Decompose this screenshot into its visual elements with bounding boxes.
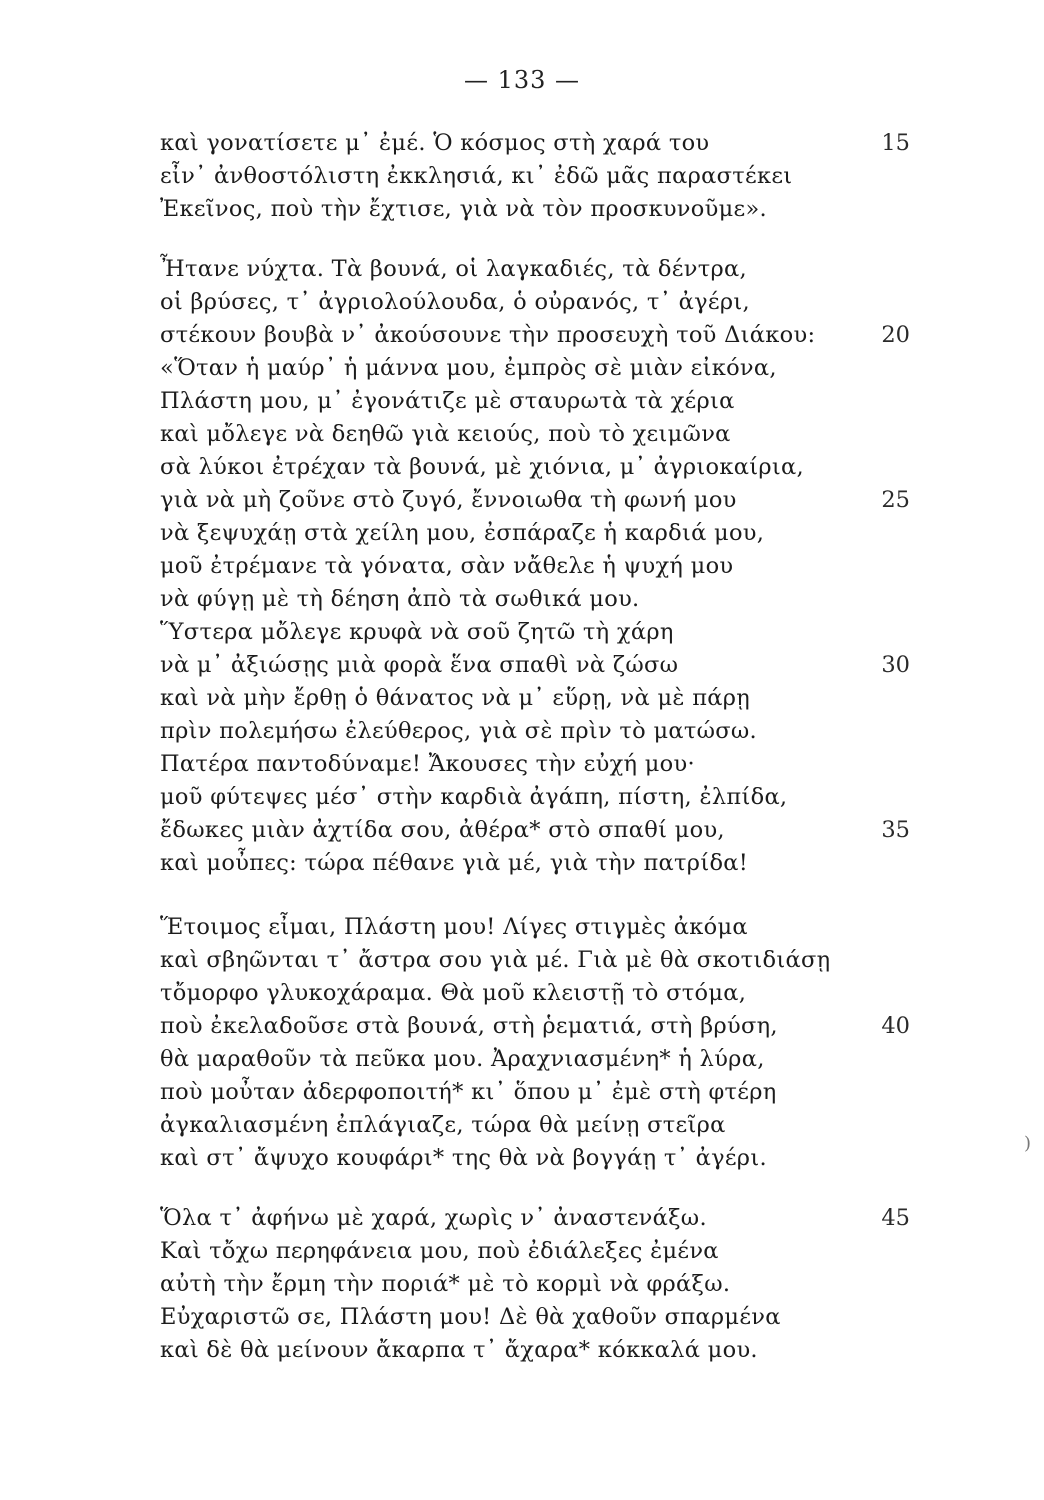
verse-line: γιὰ νὰ μὴ ζοῦνε στὸ ζυγό, ἔννοιωθα τὴ φωνή μου	[160, 487, 737, 513]
page-number: — 133 —	[463, 66, 581, 94]
margin-mark: )	[1024, 1133, 1032, 1154]
verse-line: νὰ φύγῃ μὲ τὴ δέηση ἀπὸ τὰ σωθικά μου.	[160, 586, 640, 612]
verse-line: οἱ βρύσες, τ᾽ ἀγριολούλουδα, ὁ οὐρανός, τ᾽ ἀγέρι,	[160, 289, 750, 315]
verse-line: καὶ σβηῶνται τ᾽ ἄστρα σου γιὰ μέ. Γιὰ μὲ θὰ σκοτιδιάσῃ	[160, 947, 831, 973]
verse-line: θὰ μαραθοῦν τὰ πεῦκα μου. Ἀραχνιασμένη* ἡ λύρα,	[160, 1046, 765, 1072]
verse-line: καὶ μὄλεγε νὰ δεηθῶ γιὰ κειούς, ποὺ τὸ χειμῶνα	[160, 421, 731, 447]
line-number: 15	[881, 130, 910, 156]
verse-line: Εὐχαριστῶ σε, Πλάστη μου! Δὲ θὰ χαθοῦν σπαρμένα	[160, 1304, 781, 1330]
verse-line: Πλάστη μου, μ᾽ ἐγονάτιζε μὲ σταυρωτὰ τὰ χέρια	[160, 388, 735, 414]
verse-line: αὐτὴ τὴν ἔρμη τὴν ποριά* μὲ τὸ κορμὶ νὰ φράξω.	[160, 1271, 731, 1297]
verse-line: πρὶν πολεμήσω ἐλεύθερος, γιὰ σὲ πρὶν τὸ ματώσω.	[160, 718, 758, 744]
verse-line: Ἦτανε νύχτα. Τὰ βουνά, οἱ λαγκαδιές, τὰ δέντρα,	[160, 256, 747, 282]
verse-line: ἔδωκες μιὰν ἀχτίδα σου, ἀθέρα* στὸ σπαθί μου,	[160, 817, 725, 843]
verse-line: καὶ δὲ θὰ μείνουν ἄκαρπα τ᾽ ἄχαρα* κόκκαλά μου.	[160, 1337, 758, 1363]
line-number: 20	[881, 322, 910, 348]
verse-line: Ἕτοιμος εἶμαι, Πλάστη μου! Λίγες στιγμὲς ἀκόμα	[160, 914, 748, 940]
verse-line: καὶ μοὖπες: τώρα πέθανε γιὰ μέ, γιὰ τὴν πατρίδα!	[160, 850, 749, 876]
verse-line: «Ὅταν ἡ μαύρ᾽ ἡ μάννα μου, ἐμπρὸς σὲ μιὰν εἰκόνα,	[160, 355, 777, 381]
verse-line: νὰ ξεψυχάῃ στὰ χείλη μου, ἐσπάραζε ἡ καρδιά μου,	[160, 520, 765, 546]
line-number: 45	[881, 1205, 910, 1231]
verse-line: σὰ λύκοι ἐτρέχαν τὰ βουνά, μὲ χιόνια, μ᾽ ἀγριοκαίρια,	[160, 454, 804, 480]
verse-line: Πατέρα παντοδύναμε! Ἄκουσες τὴν εὐχή μου·	[160, 751, 695, 777]
verse-line: καὶ γονατίσετε μ᾽ ἐμέ. Ὁ κόσμος στὴ χαρά του	[160, 130, 710, 156]
verse-line: νὰ μ᾽ ἀξιώσῃς μιὰ φορὰ ἕνα σπαθὶ νὰ ζώσω	[160, 652, 679, 678]
verse-line: τὄμορφο γλυκοχάραμα. Θὰ μοῦ κλειστῇ τὸ στόμα,	[160, 980, 747, 1006]
verse-line: Ἐκεῖνος, ποὺ τὴν ἔχτισε, γιὰ νὰ τὸν προσκυνοῦμε».	[160, 196, 768, 222]
line-number: 30	[881, 652, 910, 678]
verse-line: καὶ νὰ μὴν ἔρθῃ ὁ θάνατος νὰ μ᾽ εὕρῃ, νὰ μὲ πάρῃ	[160, 685, 751, 711]
verse-line: Καὶ τὄχω περηφάνεια μου, ποὺ ἐδιάλεξες ἐμένα	[160, 1238, 719, 1264]
verse-line: καὶ στ᾽ ἄψυχο κουφάρι* της θὰ νὰ βογγάῃ τ᾽ ἀγέρι.	[160, 1145, 767, 1171]
verse-line: μοῦ ἐτρέμανε τὰ γόνατα, σὰν νἄθελε ἡ ψυχή μου	[160, 553, 734, 579]
verse-line: Ὕστερα μὄλεγε κρυφὰ νὰ σοῦ ζητῶ τὴ χάρη	[160, 619, 674, 645]
verse-line: ποὺ ἐκελαδοῦσε στὰ βουνά, στὴ ῥεματιά, στὴ βρύση,	[160, 1013, 778, 1039]
line-number: 35	[881, 817, 910, 843]
verse-line: εἶν᾽ ἀνθοστόλιστη ἐκκλησιά, κι᾽ ἐδῶ μᾶς παραστέκει	[160, 163, 793, 189]
verse-line: ποὺ μοὖταν ἀδερφοποιτή* κι᾽ ὅπου μ᾽ ἐμὲ στὴ φτέρη	[160, 1079, 777, 1105]
verse-line: ἀγκαλιασμένη ἐπλάγιαζε, τώρα θὰ μείνῃ στεῖρα	[160, 1112, 726, 1138]
verse-line: στέκουν βουβὰ ν᾽ ἀκούσουνε τὴν προσευχὴ τοῦ Διάκου:	[160, 322, 816, 348]
line-number: 40	[881, 1013, 910, 1039]
verse-line: μοῦ φύτεψες μέσ᾽ στὴν καρδιὰ ἀγάπη, πίστη, ἐλπίδα,	[160, 784, 788, 810]
verse-line: Ὅλα τ᾽ ἀφήνω μὲ χαρά, χωρὶς ν᾽ ἀναστενάξω.	[160, 1205, 707, 1231]
line-number: 25	[881, 487, 910, 513]
